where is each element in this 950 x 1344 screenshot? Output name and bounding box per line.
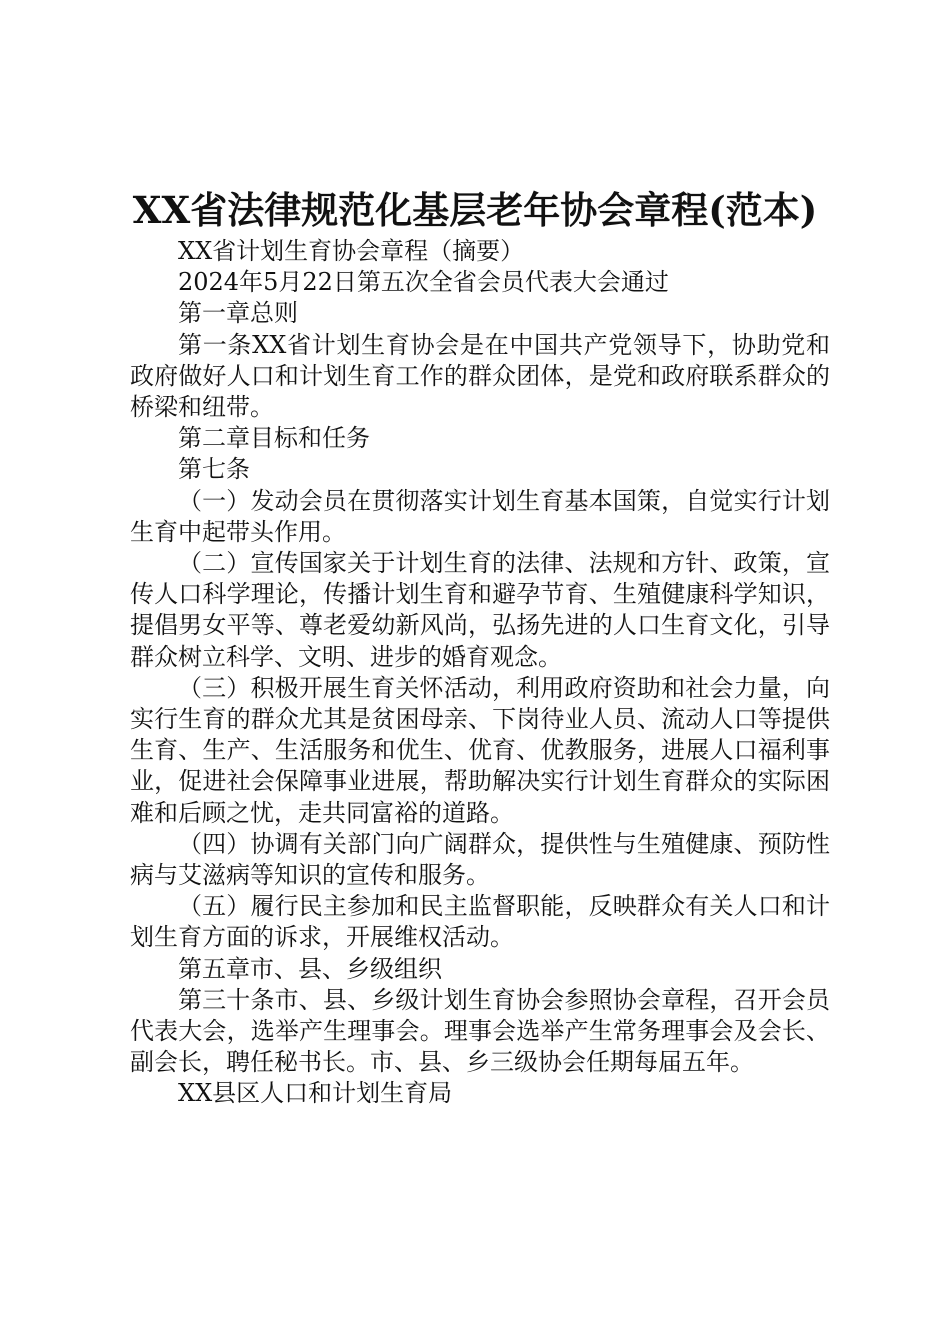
- list-item: （五）履行民主参加和民主监督职能，反映群众有关人口和计划生育方面的诉求，开展维权活动。: [130, 892, 830, 952]
- document-title: XX省法律规范化基层老年协会章程(范本): [132, 188, 818, 232]
- chapter-heading: 第二章目标和任务: [178, 424, 370, 453]
- chapter-heading: 第五章市、县、乡级组织: [178, 954, 442, 983]
- list-item: （二）宣传国家关于计划生育的法律、法规和方针、政策，宣传人口科学理论，传播计划生育和避孕节育、生殖健康科学知识，提倡男女平等、尊老爱幼新风尚，弘扬先进的人口生育文化，引导群众树立科学、文明、进步的婚育观念。: [130, 549, 830, 671]
- list-item: （一）发动会员在贯彻落实计划生育基本国策，自觉实行计划生育中起带头作用。: [130, 486, 830, 546]
- list-item: （四）协调有关部门向广阔群众，提供性与生殖健康、预防性病与艾滋病等知识的宣传和服务。: [130, 829, 830, 890]
- article-heading: 第七条: [178, 455, 250, 484]
- chapter-heading: 第一章总则: [178, 299, 298, 328]
- article-paragraph: 第一条XX省计划生育协会是在中国共产党领导下，协助党和政府做好人口和计划生育工作的群众团体，是党和政府联系群众的桥梁和纽带。: [130, 330, 830, 422]
- adoption-note: 2024年5月22日第五次全省会员代表大会通过: [178, 268, 669, 297]
- article-paragraph: 第三十条市、县、乡级计划生育协会参照协会章程，召开会员代表大会，选举产生理事会。理事会选举产生常务理事会及会长、副会长，聘任秘书长。市、县、乡三级协会任期每届五年。: [130, 985, 830, 1077]
- document-body: [130, 236, 830, 1110]
- issuer-signature: XX县区人口和计划生育局: [178, 1079, 453, 1108]
- subtitle: XX省计划生育协会章程（摘要）: [178, 237, 525, 265]
- list-item: （三）积极开展生育关怀活动，利用政府资助和社会力量，向实行生育的群众尤其是贫困母亲、下岗待业人员、流动人口等提供生育、生产、生活服务和优生、优育、优教服务，进展人口福利事业，促进社会保障事业进展，帮助解决实行计划生育群众的实际困难和后顾之忧，走共同富裕的道路。: [130, 673, 830, 827]
